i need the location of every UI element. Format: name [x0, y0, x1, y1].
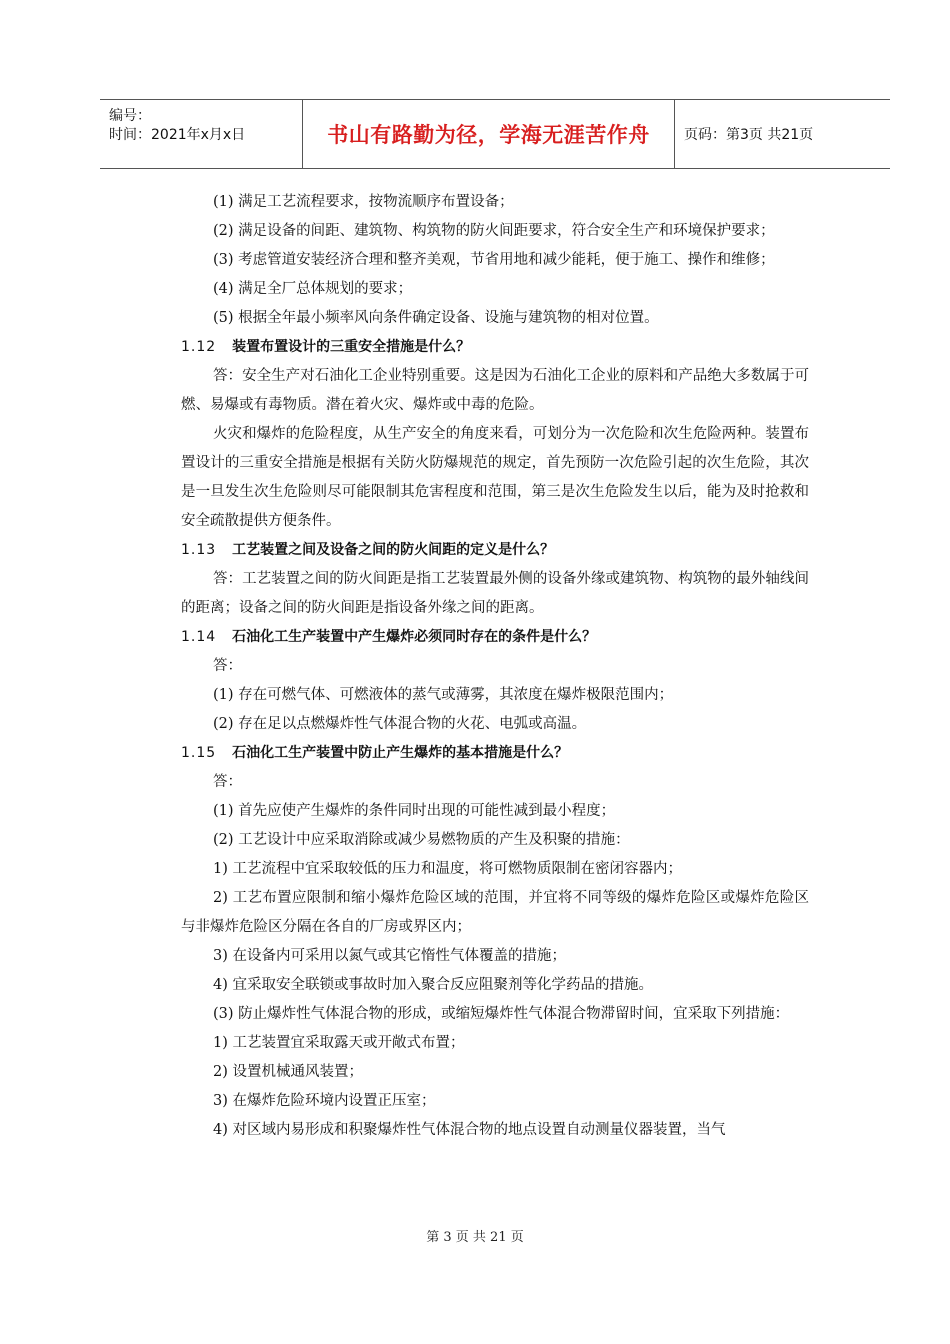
- paragraph: (1) 首先应使产生爆炸的条件同时出现的可能性减到最小程度；: [213, 803, 616, 819]
- question-text: 装置布置设计的三重安全措施是什么？: [232, 339, 471, 355]
- paragraph: 答：安全生产对石油化工企业特别重要。这是因为石油化工企业的原料和产品绝大多数属于可燃、易爆或有毒物质。潜在着火灾、爆炸或中毒的危险。: [181, 368, 809, 413]
- paragraph: (5) 根据全年最小频率风向条件确定设备、设施与建筑物的相对位置。: [213, 310, 659, 326]
- paragraph: 1) 工艺流程中宜采取较低的压力和温度，将可燃物质限制在密闭容器内；: [213, 861, 682, 877]
- header-motto-cell: [302, 100, 675, 168]
- question-heading: [181, 536, 809, 565]
- paragraph: (1) 存在可燃气体、可燃液体的蒸气或薄雾，其浓度在爆炸极限范围内；: [213, 687, 674, 703]
- paragraph: 答：: [213, 774, 242, 790]
- page-header: [100, 99, 890, 169]
- paragraph: (4) 满足全厂总体规划的要求；: [213, 281, 413, 297]
- header-motto: 书山有路勤为径，学海无涯苦作舟: [327, 123, 650, 147]
- paragraph: 1) 工艺装置宜采取露天或开敞式布置；: [213, 1035, 465, 1051]
- time-label: 时间：2021年x月x日: [109, 127, 246, 143]
- paragraph: (3) 考虑管道安装经济合理和整齐美观，节省用地和减少能耗，便于施工、操作和维修；: [213, 252, 775, 268]
- question-text: 石油化工生产装置中产生爆炸必须同时存在的条件是什么？: [232, 629, 597, 645]
- paragraph: 2) 工艺布置应限制和缩小爆炸危险区域的范围，并宜将不同等级的爆炸危险区或爆炸危险区与非爆炸危险区分隔在各自的厂房或界区内；: [181, 890, 809, 935]
- document-body: [181, 188, 809, 1145]
- question-text: 工艺装置之间及设备之间的防火间距的定义是什么？: [232, 542, 555, 558]
- paragraph: 2) 设置机械通风装置；: [213, 1064, 363, 1080]
- question-number: 1.12: [181, 339, 217, 355]
- paragraph: 4) 宜采取安全联锁或事故时加入聚合反应阻聚剂等化学药品的措施。: [213, 977, 653, 993]
- paragraph: 火灾和爆炸的危险程度，从生产安全的角度来看，可划分为一次危险和次生危险两种。装置布置设计的三重安全措施是根据有关防火防爆规范的规定，首先预防一次危险引起的次生危险，其次是一旦发生次生危险则尽可能限制其危害程度和范围，第三是次生危险发生以后，能为及时抢救和安全疏散提供方便条件。: [181, 426, 809, 529]
- paragraph: (2) 存在足以点燃爆炸性气体混合物的火花、电弧或高温。: [213, 716, 587, 732]
- header-meta: [100, 100, 302, 168]
- question-heading: [181, 333, 809, 362]
- question-heading: [181, 623, 809, 652]
- page-footer: 第 3 页 共 21 页: [426, 1230, 524, 1245]
- paragraph: (1) 满足工艺流程要求，按物流顺序布置设备；: [213, 194, 514, 210]
- question-number: 1.13: [181, 542, 217, 558]
- paragraph: (2) 工艺设计中应采取消除或减少易燃物质的产生及积聚的措施：: [213, 832, 630, 848]
- paragraph: 答：工艺装置之间的防火间距是指工艺装置最外侧的设备外缘或建筑物、构筑物的最外轴线间的距离；设备之间的防火间距是指设备外缘之间的距离。: [181, 571, 809, 616]
- paragraph: (3) 防止爆炸性气体混合物的形成，或缩短爆炸性气体混合物滞留时间，宜采取下列措施：: [213, 1006, 790, 1022]
- question-number: 1.14: [181, 629, 217, 645]
- header-page-cell: [675, 100, 890, 168]
- paragraph: 3) 在设备内可采用以氮气或其它惰性气体覆盖的措施；: [213, 948, 566, 964]
- question-number: 1.15: [181, 745, 217, 761]
- paragraph: (2) 满足设备的间距、建筑物、构筑物的防火间距要求，符合安全生产和环境保护要求；: [213, 223, 775, 239]
- question-heading: [181, 739, 809, 768]
- paragraph: 3) 在爆炸危险环境内设置正压室；: [213, 1093, 436, 1109]
- question-text: 石油化工生产装置中防止产生爆炸的基本措施是什么？: [232, 745, 569, 761]
- header-page-label: 页码：第3页 共21页: [684, 127, 814, 143]
- paragraph: 答：: [213, 658, 242, 674]
- paragraph: 4) 对区域内易形成和积聚爆炸性气体混合物的地点设置自动测量仪器装置，当气: [213, 1122, 726, 1138]
- number-label: 编号：: [109, 108, 151, 124]
